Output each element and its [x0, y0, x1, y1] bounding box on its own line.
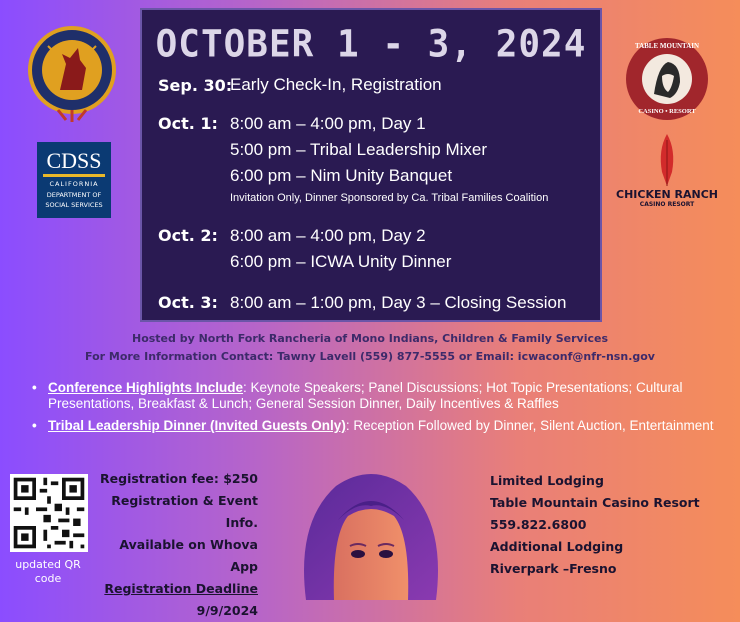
bullet-text: Keynote Speakers; Panel Discussions; Hot Topic Presentations; Cultural Presentations, Breakfast & Lunch; General Session Dinner, Daily Incentives & Raffles — [48, 380, 683, 411]
lodging-info — [490, 470, 700, 580]
day-label: Oct. 1: — [158, 114, 218, 133]
bullet-sep: : — [243, 380, 247, 395]
bullet-text: Reception Followed by Dinner, Silent Auction, Entertainment — [349, 418, 714, 433]
north-fork-rancheria-logo — [26, 24, 118, 124]
bullet-sep: : — [345, 418, 350, 433]
cdss-sub-2: DEPARTMENT OF — [46, 191, 102, 199]
cdss-sub-1: CALIFORNIA — [49, 180, 99, 188]
list-item — [32, 380, 722, 412]
hosted-by-text: Hosted by North Fork Rancheria of Mono Indians, Children & Family Services — [131, 332, 609, 345]
day-line: 6:00 pm – Nim Unity Banquet — [230, 166, 453, 185]
day-label: Oct. 3: — [158, 293, 218, 312]
banquet-note: Invitation Only, Dinner Sponsored by Ca. Tribal Families Coalition — [230, 192, 549, 204]
qr-caption: updated QR code — [15, 558, 81, 585]
event-dates-title: OCTOBER 1 - 3, 2024 — [155, 22, 587, 67]
qr-code-icon — [10, 474, 88, 552]
day-line: 5:00 pm – Tribal Leadership Mixer — [230, 140, 488, 159]
cdss-main-text: CDSS — [46, 148, 102, 173]
cdss-divider — [43, 174, 105, 177]
chicken-ranch-sub: CASINO RESORT — [639, 201, 695, 208]
table-mountain-logo — [624, 36, 710, 122]
cdss-sub-3: SOCIAL SERVICES — [45, 201, 103, 209]
day-line: 6:00 pm – ICWA Unity Dinner — [230, 252, 452, 271]
feather-icon — [608, 132, 726, 188]
lodging-line-2: Table Mountain Casino Resort — [490, 495, 700, 510]
portrait-illustration — [286, 462, 456, 600]
day-label: Sep. 30: — [158, 76, 233, 95]
day-line: Early Check-In, Registration — [230, 75, 442, 94]
day-label: Oct. 2: — [158, 226, 218, 245]
schedule-panel — [140, 8, 602, 322]
bullet-heading: Conference Highlights Include — [48, 380, 244, 395]
lodging-line-5: Riverpark –Fresno — [490, 561, 617, 576]
table-mountain-bottom-text: CASINO • RESORT — [638, 108, 696, 115]
registration-deadline-label: Registration Deadline — [104, 581, 258, 596]
lodging-line-4: Additional Lodging — [490, 539, 624, 554]
lodging-line-1: Limited Lodging — [490, 473, 604, 488]
contact-info-text: For More Information Contact: Tawny Lavell (559) 877-5555 or Email: icwaconf@nfr-nsn.gov — [85, 350, 655, 363]
day-line: 8:00 am – 4:00 pm, Day 2 — [230, 226, 426, 245]
north-fork-seal-icon — [26, 24, 118, 124]
cdss-logo — [37, 142, 111, 218]
chicken-ranch-logo — [608, 132, 726, 212]
whova-app-line: Available on Whova App — [119, 537, 258, 574]
table-mountain-top-text: TABLE MOUNTAIN — [634, 42, 700, 50]
chicken-ranch-name: CHICKEN RANCH — [616, 188, 718, 201]
bullet-heading: Tribal Leadership Dinner (Invited Guests Only) — [48, 418, 346, 433]
registration-fee: Registration fee: $250 — [100, 471, 258, 486]
registration-info — [92, 468, 258, 622]
qr-code[interactable] — [10, 474, 88, 552]
child-portrait-image — [286, 462, 456, 600]
registration-deadline-date: 9/9/2024 — [196, 603, 258, 618]
day-line: 8:00 am – 4:00 pm, Day 1 — [230, 114, 426, 133]
highlights-list — [32, 380, 722, 440]
lodging-phone: 559.822.6800 — [490, 517, 587, 532]
registration-info-line: Registration & Event Info. — [111, 493, 258, 530]
day-line: 8:00 am – 1:00 pm, Day 3 – Closing Session — [230, 293, 567, 312]
list-item — [32, 418, 722, 434]
